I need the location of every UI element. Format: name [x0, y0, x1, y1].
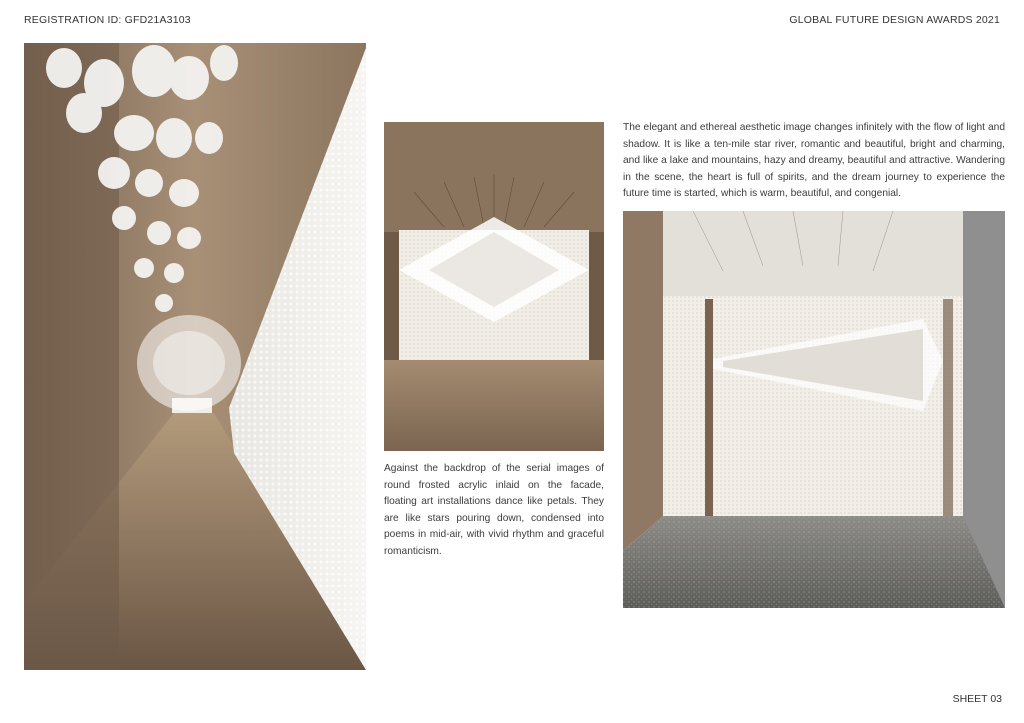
installation-front-photo: [384, 122, 604, 451]
sheet-number: SHEET 03: [952, 693, 1002, 705]
installation-room-photo: [623, 211, 1005, 608]
award-title: GLOBAL FUTURE DESIGN AWARDS 2021: [789, 14, 1000, 26]
description-paragraph-middle: Against the backdrop of the serial images of round frosted acrylic inlaid on the facade, floating art installations dance like petals. They are like stars pouring down, condensed into poems in mid-air, with vivid rhythm and graceful romanticism.: [384, 463, 604, 557]
description-paragraph-right: The elegant and ethereal aesthetic image changes infinitely with the flow of light and shadow. It is like a ten-mile star river, romantic and beautiful, bright and charming, and like a lake and mountains, hazy and dreamy, beautiful and attractive. Wandering in the scene, the heart is full of spirits, and the dream journey to experience the future time is started, which is warm, beautiful, and congenial.: [623, 122, 1005, 200]
registration-id: REGISTRATION ID: GFD21A3103: [24, 14, 191, 26]
corridor-photo: [24, 43, 366, 670]
